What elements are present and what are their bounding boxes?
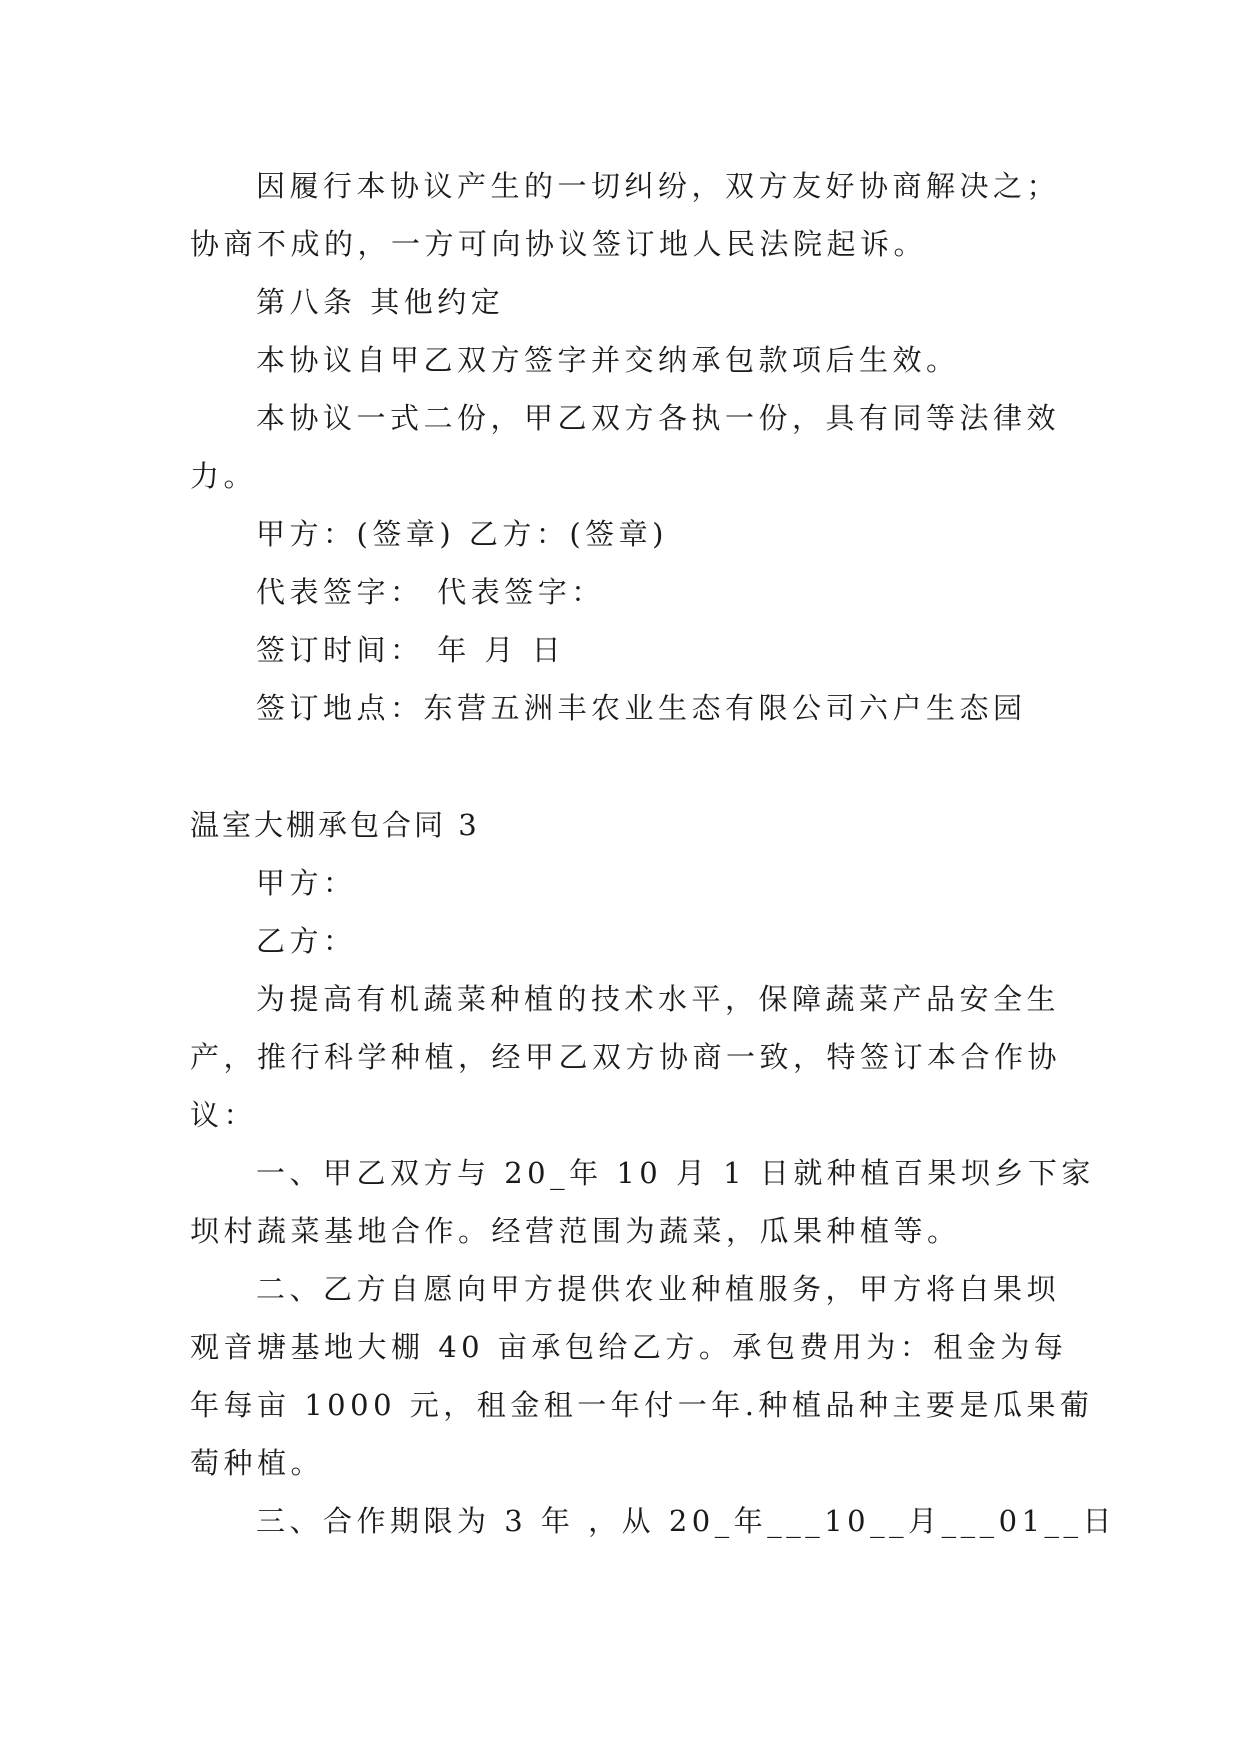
representative-signature-line: 代表签字： 代表签字： xyxy=(256,575,605,609)
clause-two-line: 二、乙方自愿向甲方提供农业种植服务，甲方将白果坝 xyxy=(256,1272,1061,1306)
paragraph-line: 力。 xyxy=(190,459,258,493)
paragraph-line: 观音塘基地大棚 40 亩承包给乙方。承包费用为：租金为每 xyxy=(190,1330,1068,1364)
clause-three-line: 三、合作期限为 3 年 ，从 20_年___10__月___01__日 xyxy=(256,1504,1117,1538)
paragraph-line: 协商不成的，一方可向协议签订地人民法院起诉。 xyxy=(190,227,928,261)
paragraph-line: 因履行本协议产生的一切纠纷，双方友好协商解决之； xyxy=(256,169,1061,203)
contract-body-block xyxy=(190,854,1117,1550)
signature-party-line: 甲方：(签章) 乙方：(签章) xyxy=(256,517,668,551)
contract-clauses-block xyxy=(190,157,1061,737)
section-title: 温室大棚承包合同 3 xyxy=(190,808,480,842)
paragraph-line: 本协议自甲乙双方签字并交纳承包款项后生效。 xyxy=(256,343,960,377)
paragraph-line: 坝村蔬菜基地合作。经营范围为蔬菜，瓜果种植等。 xyxy=(190,1214,961,1248)
paragraph-line: 本协议一式二份，甲乙双方各执一份，具有同等法律效 xyxy=(256,401,1061,435)
paragraph-line: 萄种植。 xyxy=(190,1446,325,1480)
signing-date-line: 签订时间： 年 月 日 xyxy=(256,633,566,667)
party-a-line: 甲方： xyxy=(256,866,357,900)
signing-place-line: 签订地点：东营五洲丰农业生态有限公司六户生态园 xyxy=(256,691,1027,725)
paragraph-line: 为提高有机蔬菜种植的技术水平，保障蔬菜产品安全生 xyxy=(256,982,1061,1016)
paragraph-line: 产，推行科学种植，经甲乙双方协商一致，特签订本合作协 xyxy=(190,1040,1062,1074)
article-heading: 第八条 其他约定 xyxy=(256,285,505,319)
clause-one-line: 一、甲乙双方与 20_年 10 月 1 日就种植百果坝乡下家 xyxy=(256,1156,1095,1190)
party-b-line: 乙方： xyxy=(256,924,357,958)
section-title-block xyxy=(190,796,1050,854)
paragraph-line: 议： xyxy=(190,1098,258,1132)
paragraph-line: 年每亩 1000 元，租金租一年付一年.种植品种主要是瓜果葡 xyxy=(190,1388,1094,1422)
